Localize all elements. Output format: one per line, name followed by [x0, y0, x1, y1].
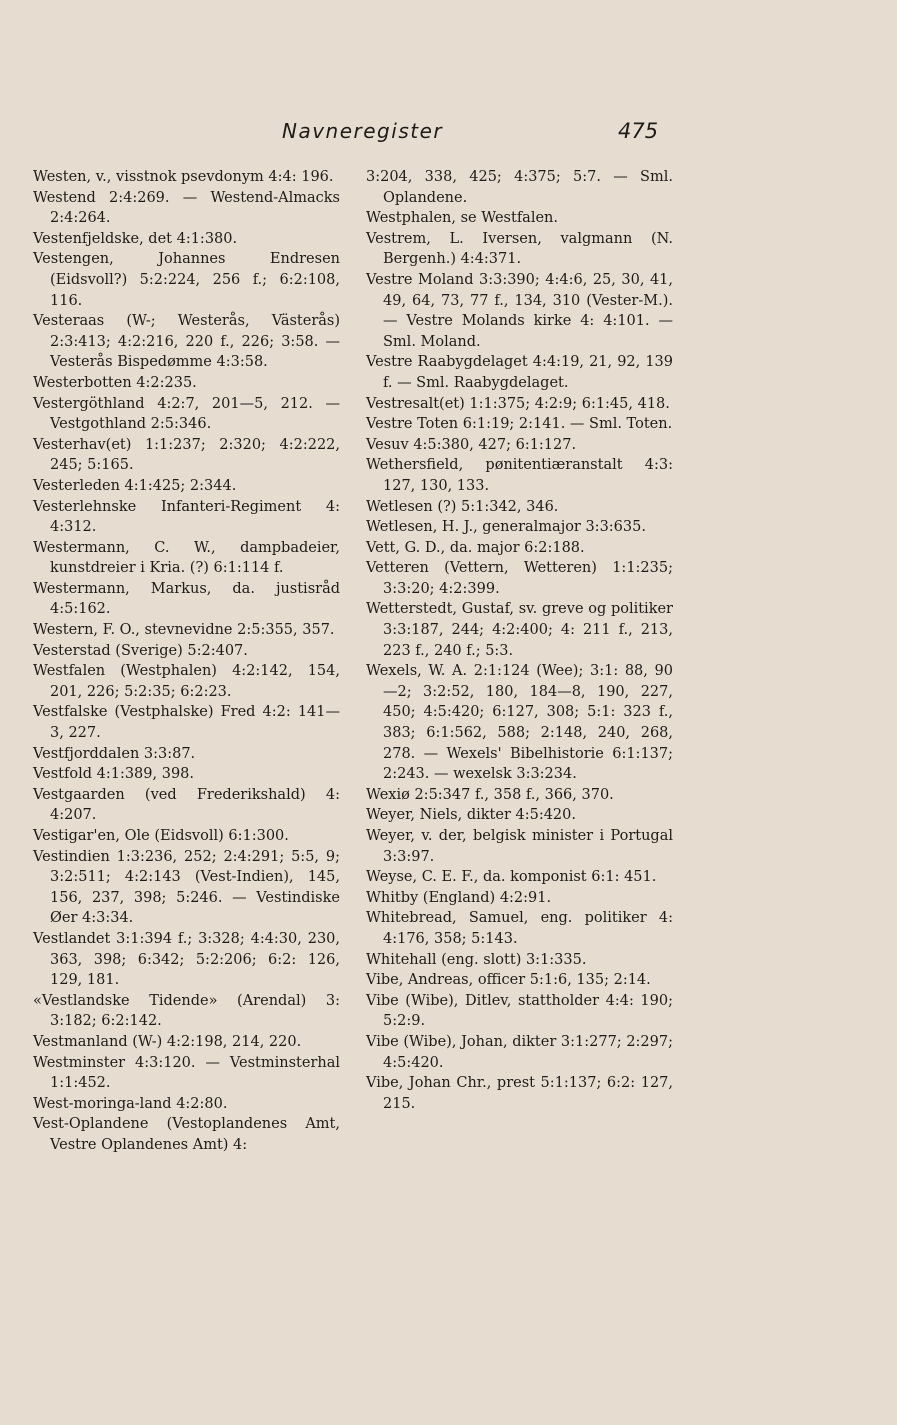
index-entry: Vestigar'en, Ole (Eidsvoll) 6:1:300. [33, 828, 289, 844]
page-number: 475 [618, 119, 659, 143]
index-entry: Vestmanland (W-) 4:2:198, 214, 220. [33, 1033, 302, 1050]
index-entry: Vibe, Andreas, officer 5:1:6, 135; 2:14. [366, 972, 651, 989]
index-entry: Weyer, Niels, dikter 4:5:420. [366, 807, 576, 824]
index-entry: Vest-Oplandene (Vestoplandenes Amt, Vestre Oplandenes Amt) 4: [33, 1116, 340, 1153]
index-entry: Vestengen, Johannes Endresen (Eidsvoll?) 5:2:224, 256 f.; 6:2:108, 116. [33, 251, 340, 309]
index-entry: «Vestlandske Tidende» (Arendal) 3: 3:182; 6:2:142. [33, 992, 340, 1030]
index-entry: Vestenfjeldske, det 4:1:380. [33, 230, 238, 247]
index-entry: Westend 2:4:269. — Westend-Almacks 2:4:264. [33, 189, 340, 227]
index-entry: Wetterstedt, Gustaf, sv. greve og politiker 3:3:187, 244; 4:2:400; 4: 211 f., 213, 223 f., 240 f.; 5:3. [366, 601, 673, 659]
index-entry: Vestre Raabygdelaget 4:4:19, 21, 92, 139 f. — Sml. Raabygdelaget. [366, 354, 673, 391]
index-entry: Vestindien 1:3:236, 252; 2:4:291; 5:5, 9; 3:2:511; 4:2:143 (Vest-Indien), 145, 156, 237, 398; 5:246. — Vestindiske Øer 4:3:34. [33, 848, 340, 927]
index-entry: Vestre Toten 6:1:19; 2:141. — Sml. Toten. [366, 416, 673, 433]
index-entry: Weyer, v. der, belgisk minister i Portugal 3:3:97. [366, 828, 673, 865]
index-entry: Vestfold 4:1:389, 398. [33, 766, 195, 783]
index-entry: Vestgaarden (ved Frederikshald) 4: 4:207. [33, 786, 340, 824]
index-entry: Vibe, Johan Chr., prest 5:1:137; 6:2: 127, 215. [366, 1075, 673, 1112]
index-entry: Vestlandet 3:1:394 f.; 3:328; 4:4:30, 230, 363, 398; 6:342; 5:2:206; 6:2: 126, 129, 181. [33, 930, 340, 989]
index-entry: Vesuv 4:5:380, 427; 6:1:127. [366, 436, 577, 453]
index-entry: Westfalen (Westphalen) 4:2:142, 154, 201, 226; 5:2:35; 6:2:23. [33, 663, 340, 700]
index-entry: Westermann, C. W., dampbadeier, kunstdreier i Kria. (?) 6:1:114 f. [33, 539, 340, 577]
index-entry: Whitebread, Samuel, eng. politiker 4: 4:176, 358; 5:143. [366, 910, 673, 947]
index-entry: 3:204, 338, 425; 4:375; 5:7. — Sml. Oplandene. [366, 169, 673, 206]
index-entry: Wetlesen (?) 5:1:342, 346. [366, 498, 559, 515]
index-entry: Westerbotten 4:2:235. [33, 374, 197, 391]
index-entry: Vestrem, L. Iversen, valgmann (N. Bergenh.) 4:4:371. [366, 230, 673, 268]
index-entry: Wexels, W. A. 2:1:124 (Wee); 3:1: 88, 90—2; 3:2:52, 180, 184—8, 190, 227, 450; 4:5:420; 6:127, 308; 5:1: 323 f., 383; 6:1:562, 588; 2:148, 240, 268, 278. — Wexels' Bibelhistorie 6:1:137; 2:243. — wexelsk 3:3:234. [366, 663, 673, 783]
index-entry: Vestre Moland 3:3:390; 4:4:6, 25, 30, 41, 49, 64, 73, 77 f., 134, 310 (Vester-M.). — Vestre Molands kirke 4: 4:101. — Sml. Moland. [366, 271, 673, 350]
index-entry: Vetteren (Vettern, Wetteren) 1:1:235; 3:3:20; 4:2:399. [366, 560, 673, 597]
index-entry: Vestfalske (Vestphalske) Fred 4:2: 141—3, 227. [33, 704, 340, 742]
index-entry: Vibe (Wibe), Ditlev, stattholder 4:4: 190; 5:2:9. [366, 992, 673, 1030]
index-entry: West-moringa-land 4:2:80. [33, 1095, 228, 1112]
index-entry: Westermann, Markus, da. justisråd 4:5:162. [33, 580, 340, 618]
index-entry: Weyse, C. E. F., da. komponist 6:1: 451. [366, 869, 657, 886]
index-entry: Westen, v., visstnok psevdonym 4:4: 196. [33, 169, 334, 185]
index-entry: Vesterstad (Sverige) 5:2:407. [33, 642, 248, 659]
index-entry: Westphalen, se Westfalen. [366, 210, 558, 227]
index-entry: Vett, G. D., da. major 6:2:188. [366, 539, 585, 556]
index-entry: Whitehall (eng. slott) 3:1:335. [366, 951, 587, 968]
index-entry: Westminster 4:3:120. — Vestminsterhal 1:1:452. [33, 1054, 340, 1092]
index-entry: Vibe (Wibe), Johan, dikter 3:1:277; 2:297; 4:5:420. [366, 1033, 673, 1071]
index-entry: Vesterlehnske Infanteri-Regiment 4: 4:312. [33, 498, 340, 536]
index-entry: Vesterleden 4:1:425; 2:344. [33, 477, 237, 494]
index-entry: Whitby (England) 4:2:91. [366, 889, 552, 906]
index-entry: Vesteraas (W-; Westerås, Västerås) 2:3:413; 4:2:216, 220 f., 226; 3:58. — Vesterås Bispedømme 4:3:58. [33, 313, 340, 371]
left-column [33, 167, 340, 1156]
index-entry: Vestergöthland 4:2:7, 201—5, 212. — Vestgothland 2:5:346. [33, 395, 340, 433]
index-entry: Western, F. O., stevnevidne 2:5:355, 357. [33, 622, 335, 639]
right-column [366, 167, 673, 1114]
index-entry: Wethersfield, pønitentiæranstalt 4:3: 127, 130, 133. [366, 457, 673, 494]
index-entry: Wexiø 2:5:347 f., 358 f., 366, 370. [366, 786, 614, 803]
index-entry: Vesterhav(et) 1:1:237; 2:320; 4:2:222, 245; 5:165. [33, 436, 340, 474]
running-title: Navneregister [282, 119, 444, 143]
index-entry: Wetlesen, H. J., generalmajor 3:3:635. [366, 519, 646, 536]
index-entry: Vestfjorddalen 3:3:87. [33, 745, 196, 762]
index-entry: Vestresalt(et) 1:1:375; 4:2:9; 6:1:45, 418. [366, 395, 670, 412]
